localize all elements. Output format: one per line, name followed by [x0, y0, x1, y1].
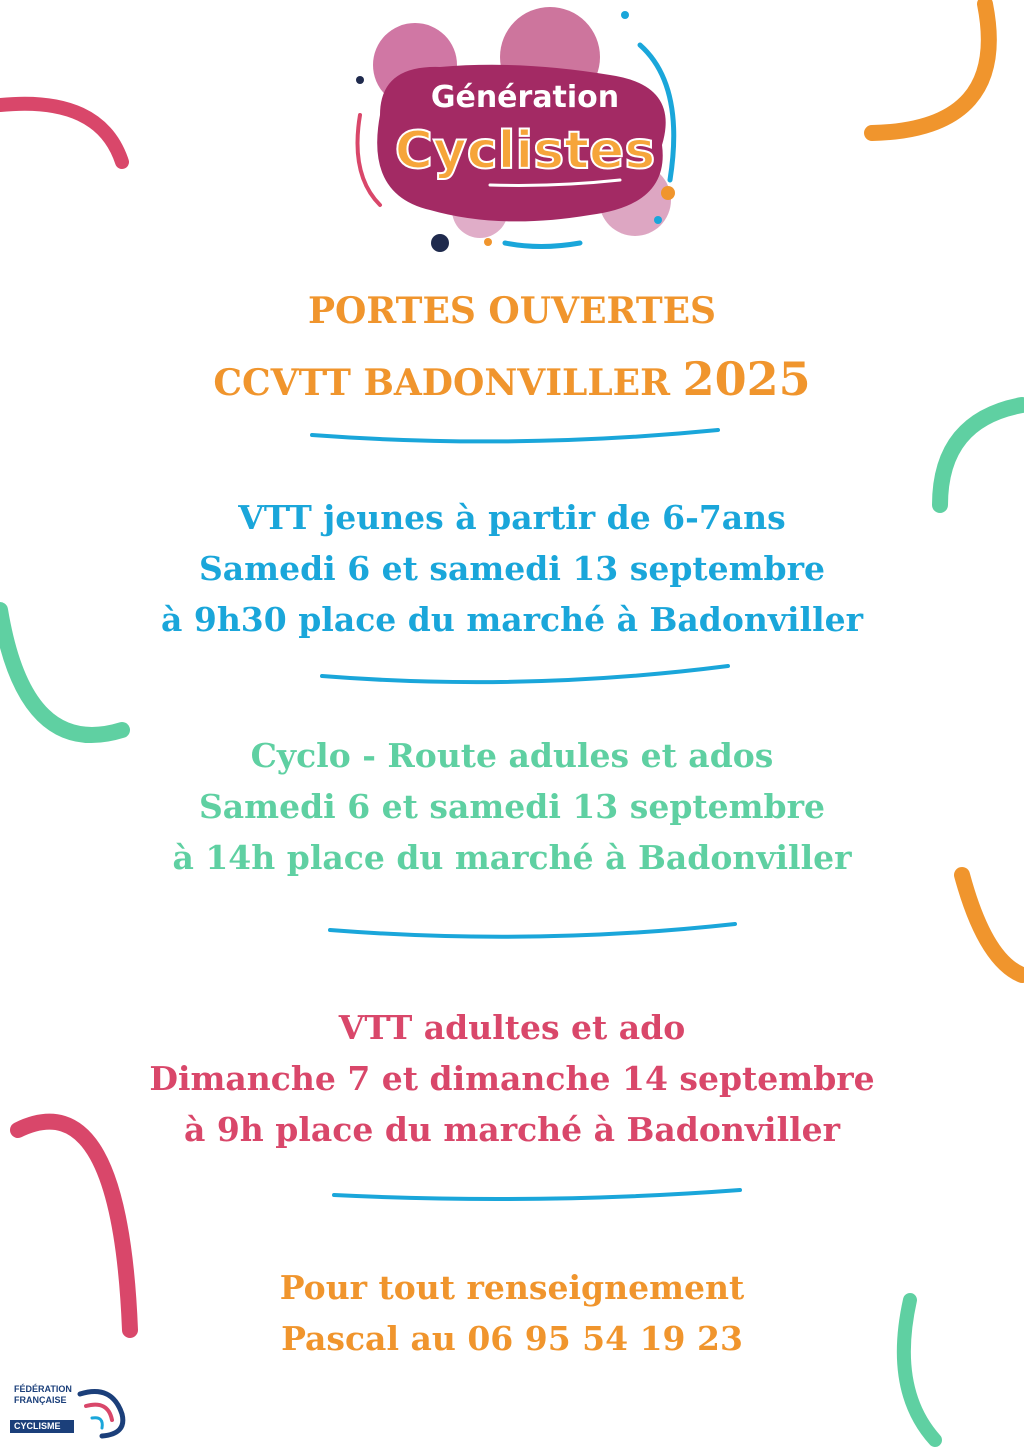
divider-4	[334, 1190, 740, 1199]
logo-dot-orange-small	[484, 238, 492, 246]
ffc-badge: CYCLISME	[10, 1420, 74, 1433]
green-arc-right	[940, 405, 1022, 505]
divider-2	[322, 666, 728, 682]
ffc-logo-text	[14, 1384, 72, 1406]
title-year: 2025	[682, 352, 811, 406]
logo-dot-blue-small	[621, 11, 629, 19]
ffc-line-2: FRANÇAISE	[14, 1395, 67, 1405]
contact-line: Pour tout renseignement	[279, 1268, 745, 1307]
section-vtt-jeunes	[0, 492, 1024, 645]
logo-dot-orange	[661, 186, 675, 200]
section-vtt-adultes	[0, 1002, 1024, 1155]
title-club-name: CCVTT BADONVILLER	[213, 362, 671, 404]
section-line: Samedi 6 et samedi 13 septembre	[198, 787, 826, 826]
section-line: à 9h place du marché à Badonviller	[183, 1110, 841, 1149]
orange-arc-right	[962, 875, 1022, 975]
ffc-line-1: FÉDÉRATION	[14, 1384, 72, 1394]
generation-cyclistes-logo	[340, 5, 700, 260]
section-line: Cyclo - Route adules et ados	[250, 736, 774, 775]
section-cyclo-route	[0, 730, 1024, 883]
logo-pink-arc-left	[358, 115, 381, 205]
contact-phone: Pascal au 06 95 54 19 23	[281, 1319, 743, 1358]
logo-dot-blue	[654, 216, 662, 224]
logo-text-cyclistes: Cyclistes	[394, 121, 656, 181]
logo-blue-arc-bottom	[505, 243, 580, 247]
section-line: à 9h30 place du marché à Badonviller	[160, 600, 863, 639]
ffc-logo	[10, 1382, 135, 1442]
section-line: Dimanche 7 et dimanche 14 septembre	[149, 1059, 875, 1098]
title-portes-ouvertes: PORTES OUVERTES	[307, 290, 717, 332]
divider-3	[330, 924, 735, 937]
divider-1	[312, 430, 718, 441]
section-line: Samedi 6 et samedi 13 septembre	[198, 549, 826, 588]
logo-text-generation: Génération	[430, 80, 620, 115]
logo-dot-navy	[431, 234, 449, 252]
section-line: VTT adultes et ado	[338, 1008, 686, 1047]
title-club-year	[0, 352, 1024, 406]
contact-info	[0, 1262, 1024, 1364]
section-line: à 14h place du marché à Badonviller	[172, 838, 852, 877]
logo-dot-navy-small	[356, 76, 364, 84]
ffc-swoosh-icon	[72, 1384, 132, 1440]
section-line: VTT jeunes à partir de 6-7ans	[238, 498, 786, 537]
orange-arc-top-right	[872, 4, 989, 133]
pink-arc-top-left	[0, 104, 122, 162]
